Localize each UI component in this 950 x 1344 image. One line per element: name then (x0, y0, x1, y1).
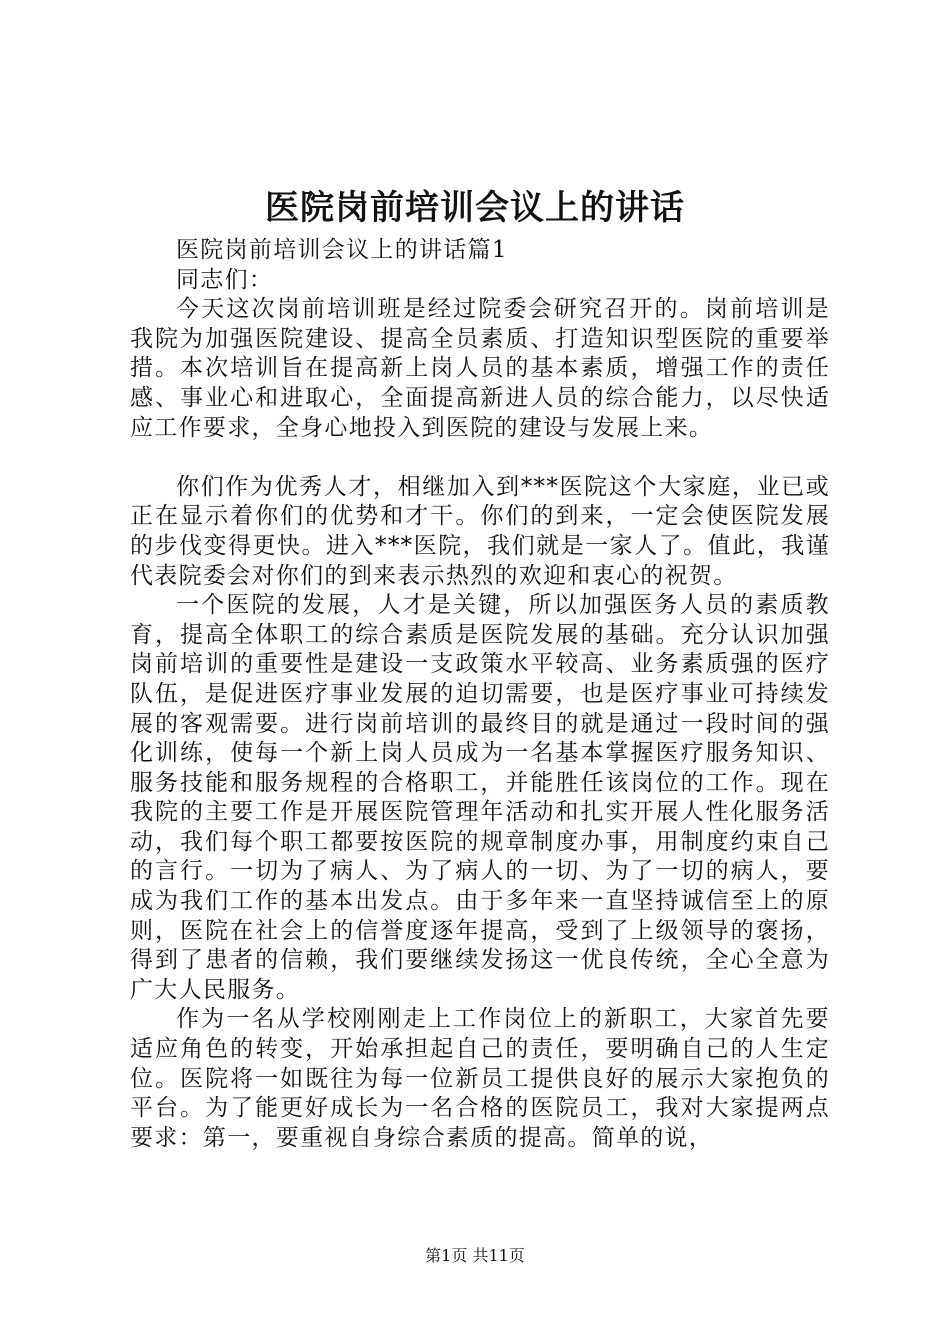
salutation: 同志们： (176, 266, 274, 293)
paragraph-2: 你们作为优秀人才，相继加入到***医院这个大家庭，业已或正在显示着你们的优势和才干。你们的到来，一定会使医院发展的步伐变得更快。进入***医院，我们就是一家人了。值此，我谨代表院委会对你们的到来表示热烈的欢迎和衷心的祝贺。 (130, 473, 830, 589)
paragraph-3: 一个医院的发展，人才是关键，所以加强医务人员的素质教育，提高全体职工的综合素质是医院发展的基础。充分认识加强岗前培训的重要性是建设一支政策水平较高、业务素质强的医疗队伍，是促进医疗事业发展的迫切需要，也是医疗事业可持续发展的客观需要。进行岗前培训的最终目的就是通过一段时间的强化训练，使每一个新上岗人员成为一名基本掌握医疗服务知识、服务技能和服务规程的合格职工，并能胜任该岗位的工作。现在我院的主要工作是开展医院管理年活动和扎实开展人性化服务活动，我们每个职工都要按医院的规章制度办事，用制度约束自己的言行。一切为了病人、为了病人的一切、为了一切的病人，要成为我们工作的基本出发点。由于多年来一直坚持诚信至上的原则，医院在社会上的信誉度逐年提高，受到了上级领导的褒扬，得到了患者的信赖，我们要继续发扬这一优良传统，全心全意为广大人民服务。 (130, 592, 830, 1003)
document-body (130, 236, 830, 1153)
paragraph-4: 作为一名从学校刚刚走上工作岗位上的新职工，大家首先要适应角色的转变，开始承担起自己的责任，要明确自己的人生定位。医院将一如既往为每一位新员工提供良好的展示大家抱负的平台。为了能更好成长为一名合格的医院员工，我对大家提两点要求：第一，要重视自身综合素质的提高。简单的说， (130, 1006, 830, 1151)
document-title: 医院岗前培训会议上的讲话 (265, 188, 685, 228)
page-number: 第1页 共11页 (425, 1246, 525, 1265)
document-subtitle: 医院岗前培训会议上的讲话篇1 (176, 237, 508, 263)
paragraph-1: 今天这次岗前培训班是经过院委会研究召开的。岗前培训是我院为加强医院建设、提高全员素质、打造知识型医院的重要举措。本次培训旨在提高新上岗人员的基本素质，增强工作的责任感、事业心和进取心，全面提高新进人员的综合能力，以尽快适应工作要求，全身心地投入到医院的建设与发展上来。 (130, 296, 830, 441)
